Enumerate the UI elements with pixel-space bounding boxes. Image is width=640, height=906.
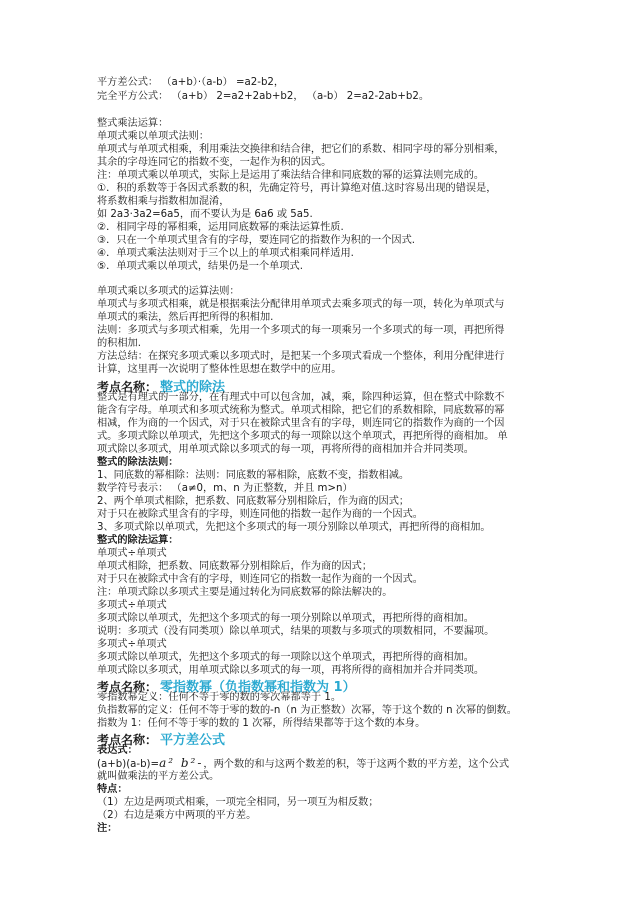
- text-line: 单项式除以多项式，用单项式除以多项式的每一项，再将所得的商相加并合并同类项。: [97, 665, 485, 676]
- heading-title: 零指数幂（负指数幂和指数为 1）: [160, 680, 356, 695]
- text-line: 将系数相乘与指数相加混淆，: [97, 196, 230, 207]
- text-line: 单项式乘以单项式法则：: [97, 131, 210, 142]
- text-line: ⑤．单项式乘以单项式，结果仍是一个单项式.: [97, 261, 303, 272]
- text-line: （1）左边是两项式相乘，一项完全相同，另一项互为相反数；: [97, 797, 379, 808]
- text-line: 相减，作为商的一个因式，对于只在被除式里含有的字母，则连同它的指数作为商的一个因: [97, 418, 505, 429]
- text-line: 对于只在被除式中含有的字母，则连同它的指数一起作为商的一个因式。: [97, 574, 423, 585]
- text-line: 的积相加.: [97, 338, 141, 349]
- text-line: 注：单项式乘以单项式，实际上是运用了乘法结合律和同底数的幂的运算法则完成的。: [97, 170, 485, 181]
- text-line: 指数为 1：任何不等于零的数的 1 次幂，所得结果都等于这个数的本身。: [97, 718, 426, 729]
- text-line: 方法总结：在探究多项式乘以多项式时，是把某一个多项式看成一个整体，利用分配律进行: [97, 351, 505, 362]
- text-line: 计算，这里再一次说明了整体性思想在数学中的应用。: [97, 364, 342, 375]
- text-line: 多项式÷单项式: [97, 639, 167, 650]
- watermark: ​: [285, 484, 315, 530]
- text-line: 2、两个单项式相除，把系数、同底数幂分别相除后，作为商的因式；: [97, 496, 410, 507]
- heading-label: 考点名称：: [97, 380, 158, 394]
- formula-text: ，两个数的和与这两个数差的积，等于这两个数的平方差，这个公式: [203, 759, 510, 770]
- text-line: 特点：: [97, 784, 128, 795]
- text-line: 单项式与单项式相乘，利用乘法交换律和结合律，把它们的系数、相同字母的幂分别相乘，: [97, 144, 505, 155]
- text-line: 能含有字母。单项式和多项式统称为整式。单项式相除，把它们的系数相除，同底数幂的幂: [97, 405, 505, 416]
- text-line: 整式的除法法则：: [97, 457, 179, 468]
- text-line: 平方差公式： （a+b）·（a-b） =a2-b2，: [97, 77, 285, 88]
- text-line: 其余的字母连同它的指数不变，一起作为积的因式。: [97, 157, 332, 168]
- text-line: 负指数幂的定义：任何不等于零的数的-n（n 为正整数）次幂，等于这个数的 n 次幂的倒数。: [97, 705, 517, 716]
- text-line: 就叫做乘法的平方差公式。: [97, 771, 220, 782]
- text-line: 整式是有理式的一部分，在有理式中可以包含加，减，乘，除四种运算，但在整式中除数不: [97, 392, 505, 403]
- text-line: 对于只在被除式里含有的字母，则连同他的指数一起作为商的一个因式。: [97, 509, 423, 520]
- text-line: 数学符号表示： （a≠0，m、n 为正整数，并且 m>n）: [97, 483, 353, 494]
- text-line: （2）右边是乘方中两项的平方差。: [97, 810, 257, 821]
- heading-title: 整式的除法: [160, 380, 226, 395]
- text-line: 如 2a3·3a2=6a5，而不要认为是 6a6 或 5a5.: [97, 209, 313, 220]
- text-line: 多项式除以单项式，先把这个多项式的每一项分别除以单项式，再把所得的商相加。: [97, 613, 474, 624]
- formula-line: [97, 757, 549, 771]
- heading-label: 考点名称：: [97, 733, 158, 747]
- formula-lhs: (a+b)(a-b)=: [97, 759, 160, 770]
- text-line: 注：单项式除以多项式主要是通过转化为同底数幂的除法解决的。: [97, 587, 393, 598]
- text-line: 单项式÷单项式: [97, 548, 167, 559]
- text-line: 多项式÷单项式: [97, 600, 167, 611]
- text-line: 多项式除以单项式，先把这个多项式的每一项除以这个单项式，再把所得的商相加。: [97, 652, 474, 663]
- text-line: ②．相同字母的幂相乘，运用同底数幂的乘法运算性质.: [97, 222, 344, 233]
- text-line: 3、多项式除以单项式，先把这个多项式的每一项分别除以单项式，再把所得的商相加。: [97, 522, 491, 533]
- text-line: 整式乘法运算：: [97, 118, 169, 129]
- text-line: 表达式：: [97, 745, 138, 756]
- heading-title: 平方差公式: [160, 733, 226, 748]
- text-line: 单项式乘以多项式的运算法则：: [97, 286, 240, 297]
- text-line: 单项式相除，把系数、同底数幂分别相除后，作为商的因式；: [97, 561, 373, 572]
- text-line: 1、同底数的幂相除：法则：同底数的幂相除，底数不变，指数相减。: [97, 470, 410, 481]
- text-line: 式。多项式除以单项式，先把这个多项式的每一项除以这个单项式，再把所得的商相加。 单: [97, 431, 508, 442]
- text-line: ①．积的系数等于各因式系数的积，先确定符号，再计算绝对值.这时容易出现的错误是，: [97, 183, 497, 194]
- text-line: 零指数幂定义：任何不等于零的数的零次幂都等于 1。: [97, 692, 342, 703]
- text-line: 整式的除法运算：: [97, 535, 179, 546]
- formula-image: a² b²-: [159, 757, 204, 770]
- text-line: 注：: [97, 823, 118, 834]
- heading-label: 考点名称：: [97, 680, 158, 694]
- text-line: 单项式与多项式相乘，就是根据乘法分配律用单项式去乘多项式的每一项，转化为单项式与: [97, 299, 505, 310]
- text-line: ③．只在一个单项式里含有的字母，要连同它的指数作为积的一个因式.: [97, 235, 415, 246]
- text-line: 项式除以多项式，用单项式除以多项式的每一项，再将所得的商相加并合并同类项。: [97, 444, 474, 455]
- text-line: 说明：多项式（没有同类项）除以单项式，结果的项数与多项式的项数相同，不要漏项。: [97, 626, 495, 637]
- text-line: 法则：多项式与多项式相乘，先用一个多项式的每一项乘另一个多项式的每一项，再把所得: [97, 325, 505, 336]
- text-line: 单项式的乘法，然后再把所得的积相加.: [97, 312, 274, 323]
- text-line: 完全平方公式： （a+b） 2=a2+2ab+b2， （a-b） 2=a2-2ab+b2。: [97, 91, 430, 102]
- text-line: ④．单项式乘法法则对于三个以上的单项式相乘同样适用.: [97, 248, 354, 259]
